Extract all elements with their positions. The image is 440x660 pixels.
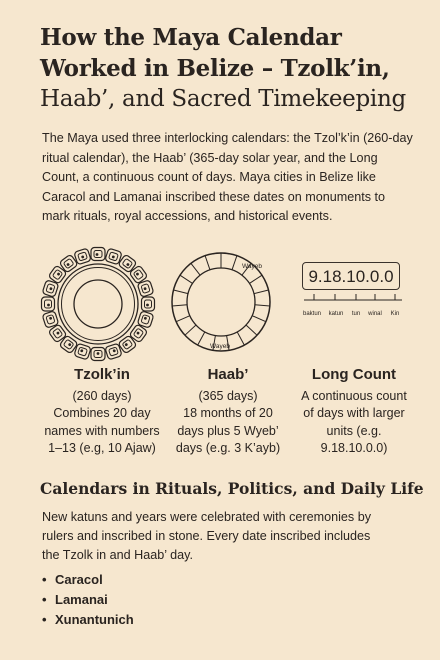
tzolkin-wheel-illustration [36,244,160,364]
tzolkin-days: (260 days) [72,388,132,403]
haab-month-divider [237,332,244,345]
sites-list [42,570,134,630]
bullet: • [42,592,47,607]
tzolkin-card [40,366,164,458]
long-count-name: Long Count [311,366,397,383]
haab-month-divider [205,256,210,270]
tzolkin-description: Combines 20 day names with numbers 1–13 (e.g, 10 Ajaw) [44,406,160,455]
haab-month-divider [232,256,237,270]
day-glyph-icon [42,297,55,311]
haab-month-divider [174,290,189,294]
haab-name: Haab’ [207,366,249,383]
long-count-description: A continuous count of days with larger units (e.g. 9.18.10.0.0) [301,388,407,455]
long-count-units [298,290,408,320]
haab-description: 18 months of 20 days plus 5 Wyeb’ days (e.g. 3 K’ayb) [175,406,281,455]
site-xunantunich: Xunantunich [55,612,134,627]
title-line-2: Worked in Belize – Tzolk’in, [40,55,390,82]
haab-month-divider [172,305,187,306]
page-title [40,22,420,115]
haab-wheel-label-top: Wayeb [242,263,262,270]
haab-wheel-illustration [162,244,280,360]
haab-month-divider [191,263,200,275]
haab-wheel-label-bottom: Wayeb [210,343,230,350]
bullet: • [42,572,47,587]
haab-days: (365 days) [198,388,258,403]
haab-month-divider [249,275,262,283]
list-item [42,610,134,630]
long-count-unit-winal: winal [368,311,382,317]
site-caracol: Caracol [55,572,103,587]
list-item [42,570,134,590]
title-line-1: How the Maya Calendar [40,24,342,51]
haab-month-divider [185,325,196,335]
haab-card [172,366,284,458]
long-count-unit-tun: tun [351,311,361,317]
haab-month-divider [254,290,269,294]
haab-month-divider [176,316,190,322]
site-lamanai: Lamanai [55,592,108,607]
intro-paragraph: The Maya used three interlocking calendars: the Tzol’k’in (260-day ritual calendar), the Haab’ (365-day solar year, and the Long Count, a continuous count of days. Maya cities in Belize like Caracol and Lamanai inscribed these dates on monuments to mark rituals, royal accessions, and historical events. [42,131,413,223]
day-glyph-icon [142,297,155,311]
long-count-unit-baktun: baktun [302,311,322,317]
long-count-card [300,366,408,458]
haab-month-divider [255,305,270,306]
bullet: • [42,612,47,627]
haab-month-divider [252,316,266,322]
long-count-unit-kin: Kin [390,311,400,317]
haab-month-divider [180,275,193,283]
long-count-unit-katun: katun [328,311,344,317]
tzolkin-name: Tzolk’in [74,366,130,383]
section-title: Calendars in Rituals, Politics, and Daily Life [40,479,424,498]
day-glyph-icon [91,348,105,361]
haab-month-divider [198,332,205,345]
section-paragraph: New katuns and years were celebrated with ceremonies by rulers and inscribed in stone. Every date inscribed includes the Tzolk in and Haab’ day. [42,510,371,562]
long-count-date-box: 9.18.10.0.0 [302,262,400,290]
day-glyph-icon [91,248,105,261]
title-line-3: Haab’, and Sacred Timekeeping [40,86,406,112]
list-item [42,590,134,610]
haab-month-divider [246,325,257,335]
